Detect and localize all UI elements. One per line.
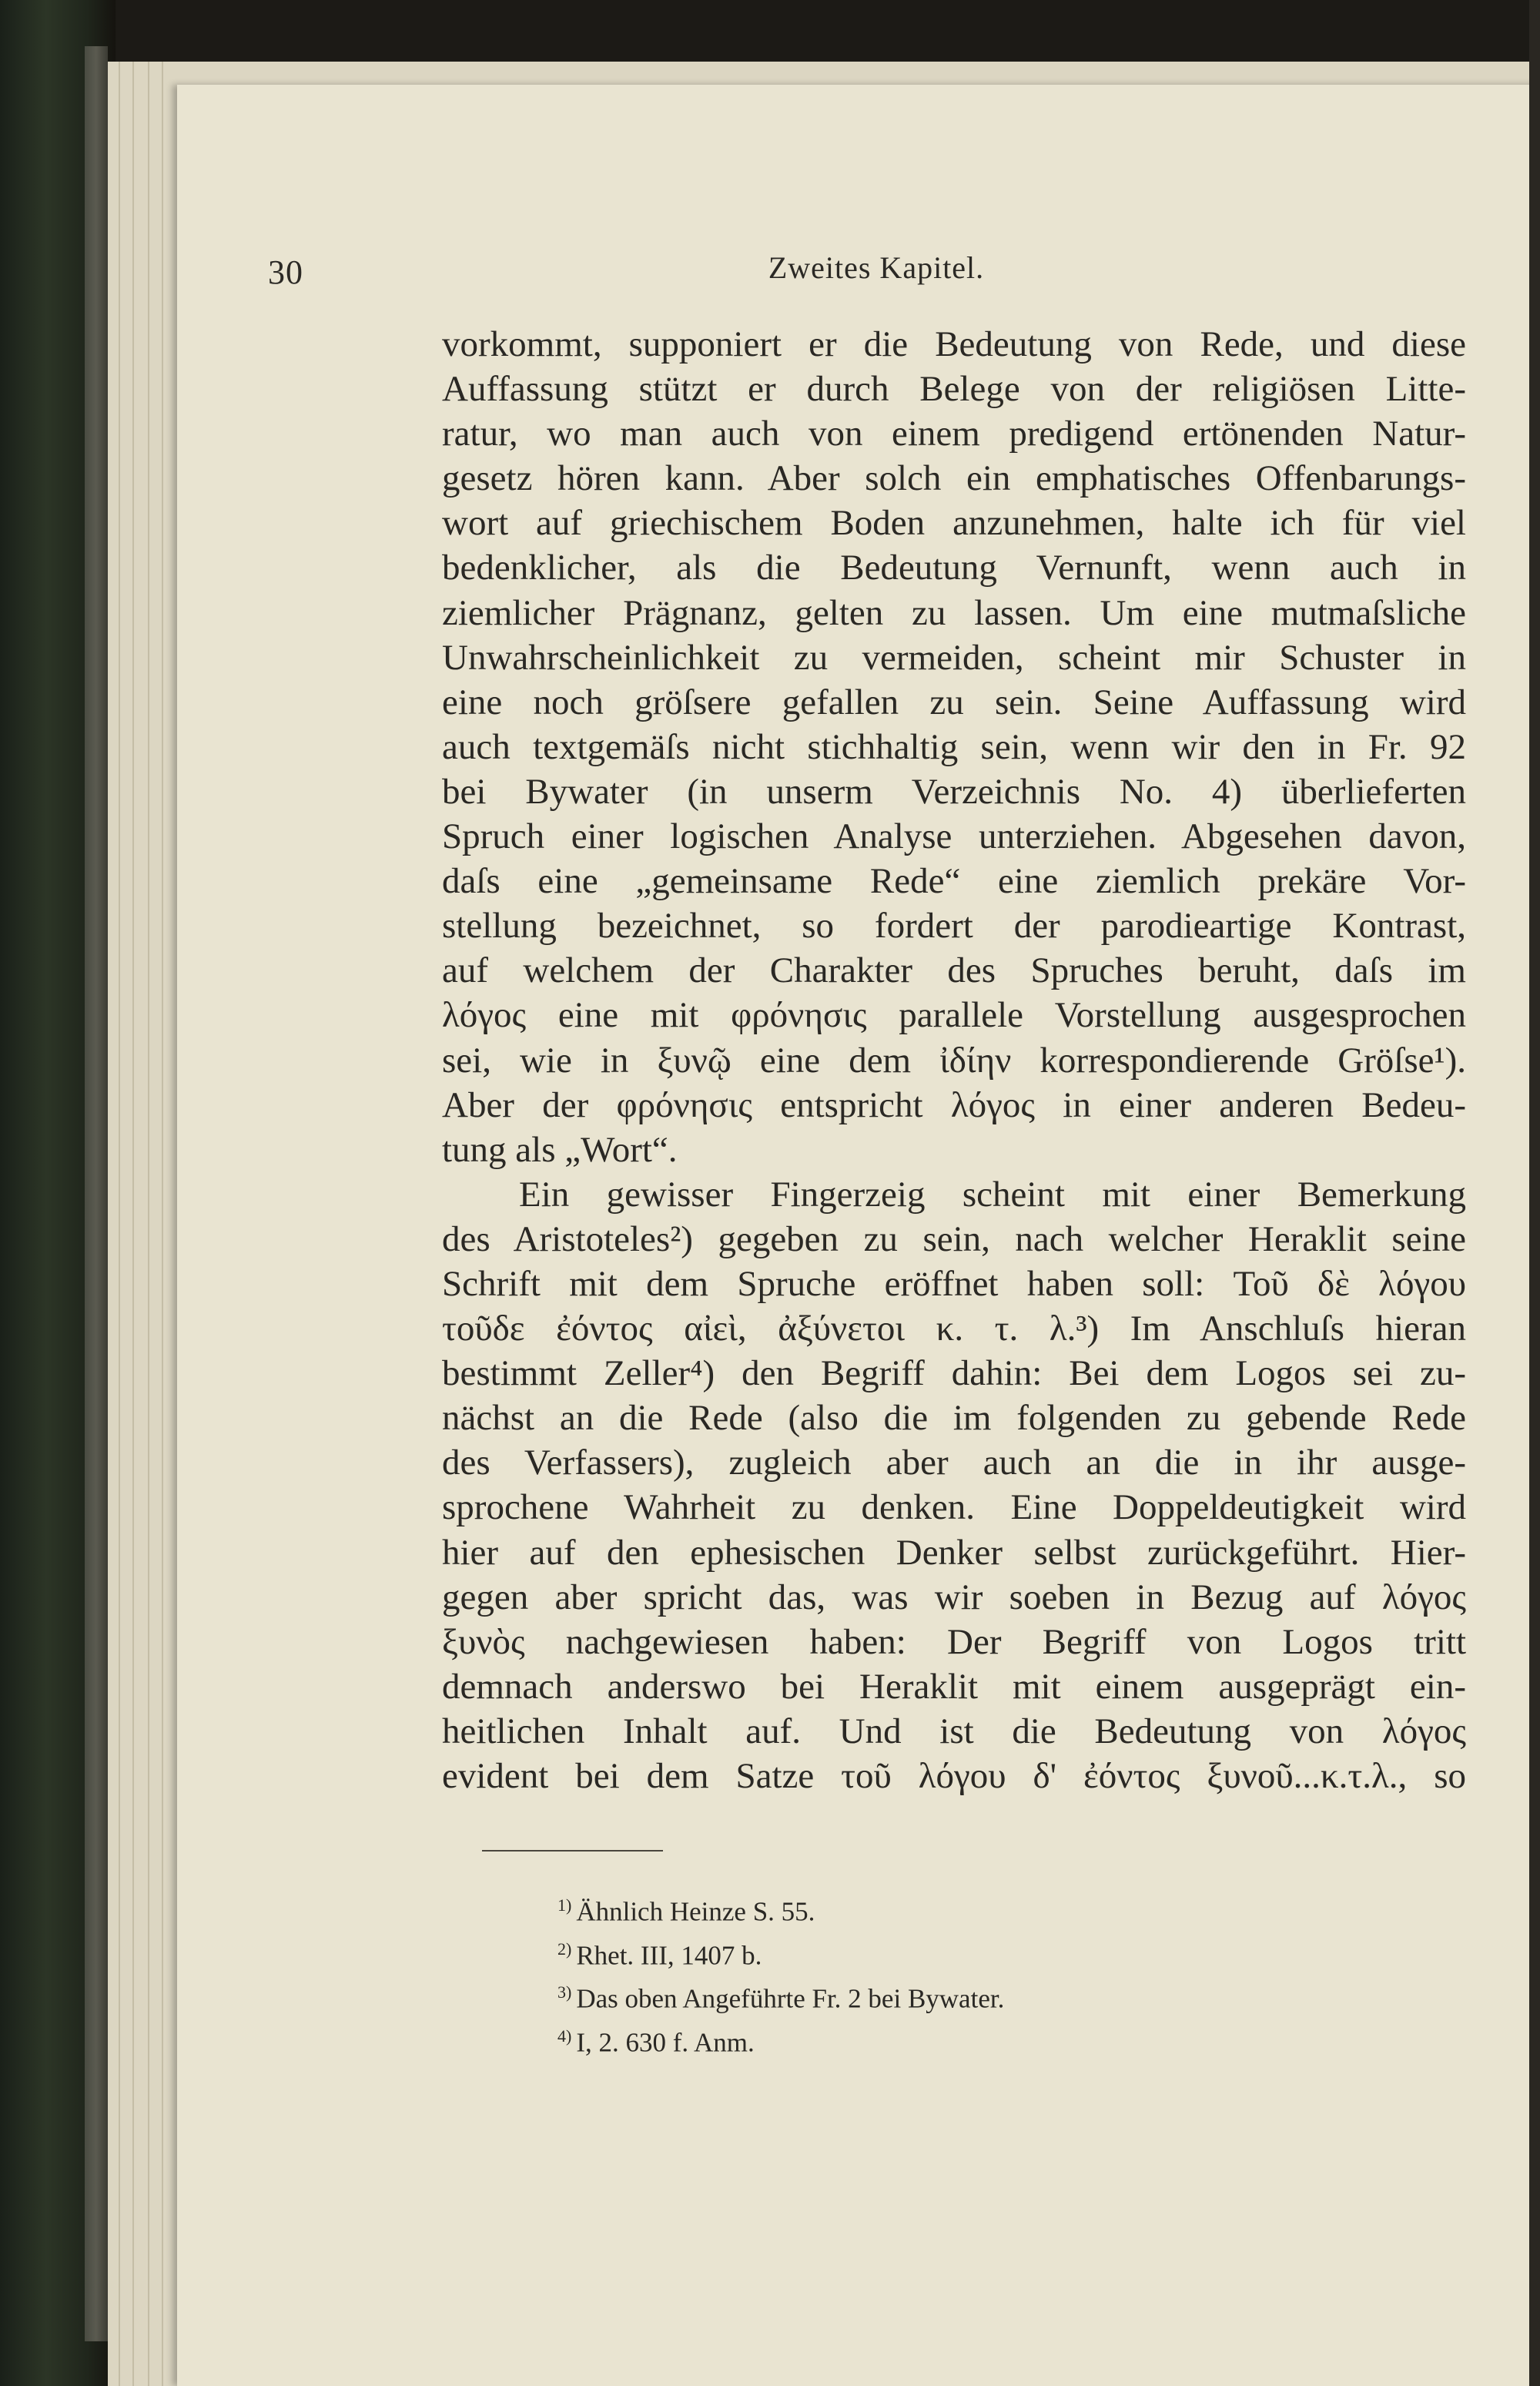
- text-line: wort auf griechischem Boden anzunehmen, halte ich für viel: [442, 503, 1466, 544]
- page-edge-line: [148, 62, 149, 2386]
- page-edge-line: [162, 62, 163, 2386]
- footnote-text: I, 2. 630 f. Anm.: [576, 2027, 755, 2058]
- text-line: auf welchem der Charakter des Spruches beruht, daſs im: [442, 950, 1466, 991]
- text-line: demnach anderswo bei Heraklit mit einem ausgeprägt ein-: [442, 1666, 1466, 1707]
- body-text: [442, 322, 1466, 1798]
- footnote: [557, 1931, 1327, 1975]
- text-line: gegen aber spricht das, was wir soeben in Bezug auf λόγος: [442, 1577, 1466, 1617]
- text-line: sprochene Wahrheit zu denken. Eine Doppeldeutigkeit wird: [442, 1487, 1466, 1528]
- footnotes: [557, 1887, 1327, 2062]
- text-line: Ein gewisser Fingerzeig scheint mit einer Bemerkung: [519, 1174, 1466, 1215]
- page-number: 30: [268, 253, 303, 291]
- text-line: stellung bezeichnet, so fordert der parodieartige Kontrast,: [442, 906, 1466, 947]
- footnote-mark: 3): [557, 1982, 572, 2002]
- text-line: bedenklicher, als die Bedeutung Vernunft, wenn auch in: [442, 548, 1466, 588]
- footnote-text: Das oben Angeführte Fr. 2 bei Bywater.: [576, 1983, 1005, 2014]
- text-line: sei, wie in ξυνῷ eine dem ἰδίην korrespondierende Gröſse¹).: [442, 1040, 1466, 1081]
- page-edge-line: [132, 62, 134, 2386]
- text-line: Unwahrscheinlichkeit zu vermeiden, scheint mir Schuster in: [442, 637, 1466, 678]
- text-line: evident bei dem Satze τοῦ λόγου δ' ἐόντος ξυνοῦ...κ.τ.λ., so: [442, 1756, 1466, 1796]
- text-line: ziemlicher Prägnanz, gelten zu lassen. Um eine mutmaſsliche: [442, 592, 1466, 633]
- text-line: τοῦδε ἐόντος αἰεὶ, ἀξύνετοι κ. τ. λ.³) Im Anschluſs hieran: [442, 1309, 1466, 1349]
- footnote-text: Rhet. III, 1407 b.: [576, 1940, 762, 1971]
- text-line: Aber der φρόνησις entspricht λόγος in einer anderen Bedeu-: [442, 1084, 1466, 1125]
- text-line: eine noch gröſsere gefallen zu sein. Seine Auffassung wird: [442, 682, 1466, 722]
- running-head: Zweites Kapitel.: [768, 250, 985, 285]
- footnote: [557, 2018, 1327, 2062]
- footnote-mark: 4): [557, 2026, 572, 2046]
- footnote-mark: 2): [557, 1939, 572, 1959]
- footnote: [557, 1974, 1327, 2018]
- text-line: gesetz hören kann. Aber solch ein emphatisches Offenbarungs-: [442, 458, 1466, 499]
- binding-edge: [85, 46, 108, 2341]
- text-line: Schrift mit dem Spruche eröffnet haben soll: Τοῦ δὲ λόγου: [442, 1263, 1466, 1304]
- footnote-mark: 1): [557, 1895, 572, 1915]
- text-line: heitlichen Inhalt auf. Und ist die Bedeutung von λόγος: [442, 1711, 1466, 1751]
- right-edge: [1529, 0, 1540, 2386]
- text-line: Spruch einer logischen Analyse unterziehen. Abgesehen davon,: [442, 816, 1466, 857]
- text-line: des Aristoteles²) gegeben zu sein, nach welcher Heraklit seine: [442, 1218, 1466, 1259]
- text-line: nächst an die Rede (also die im folgenden zu gebende Rede: [442, 1398, 1466, 1439]
- text-line: ξυνὸς nachgewiesen haben: Der Begriff von Logos tritt: [442, 1621, 1466, 1662]
- text-line: vorkommt, supponiert er die Bedeutung von Rede, und diese: [442, 324, 1466, 364]
- footnote: [557, 1887, 1327, 1931]
- page-header: [268, 250, 1485, 299]
- text-line: tung als „Wort“.: [442, 1129, 678, 1170]
- text-line: λόγος eine mit φρόνησις parallele Vorstellung ausgesprochen: [442, 995, 1466, 1036]
- text-line: ratur, wo man auch von einem predigend ertönenden Natur-: [442, 414, 1466, 454]
- text-line: des Verfassers), zugleich aber auch an die in ihr ausge-: [442, 1443, 1466, 1483]
- text-line: auch textgemäſs nicht stichhaltig sein, wenn wir den in Fr. 92: [442, 726, 1466, 767]
- footnote-rule: [482, 1850, 663, 1851]
- text-line: bestimmt Zeller⁴) den Begriff dahin: Bei dem Logos sei zu-: [442, 1353, 1466, 1394]
- text-line: Auffassung stützt er durch Belege von der religiösen Litte-: [442, 369, 1466, 410]
- page-edge-line: [119, 62, 120, 2386]
- footnote-text: Ähnlich Heinze S. 55.: [576, 1896, 815, 1927]
- text-line: bei Bywater (in unserm Verzeichnis No. 4) überlieferten: [442, 771, 1466, 812]
- text-line: hier auf den ephesischen Denker selbst zurückgeführt. Hier-: [442, 1532, 1466, 1573]
- text-line: daſs eine „gemeinsame Rede“ eine ziemlich prekäre Vor-: [442, 861, 1466, 902]
